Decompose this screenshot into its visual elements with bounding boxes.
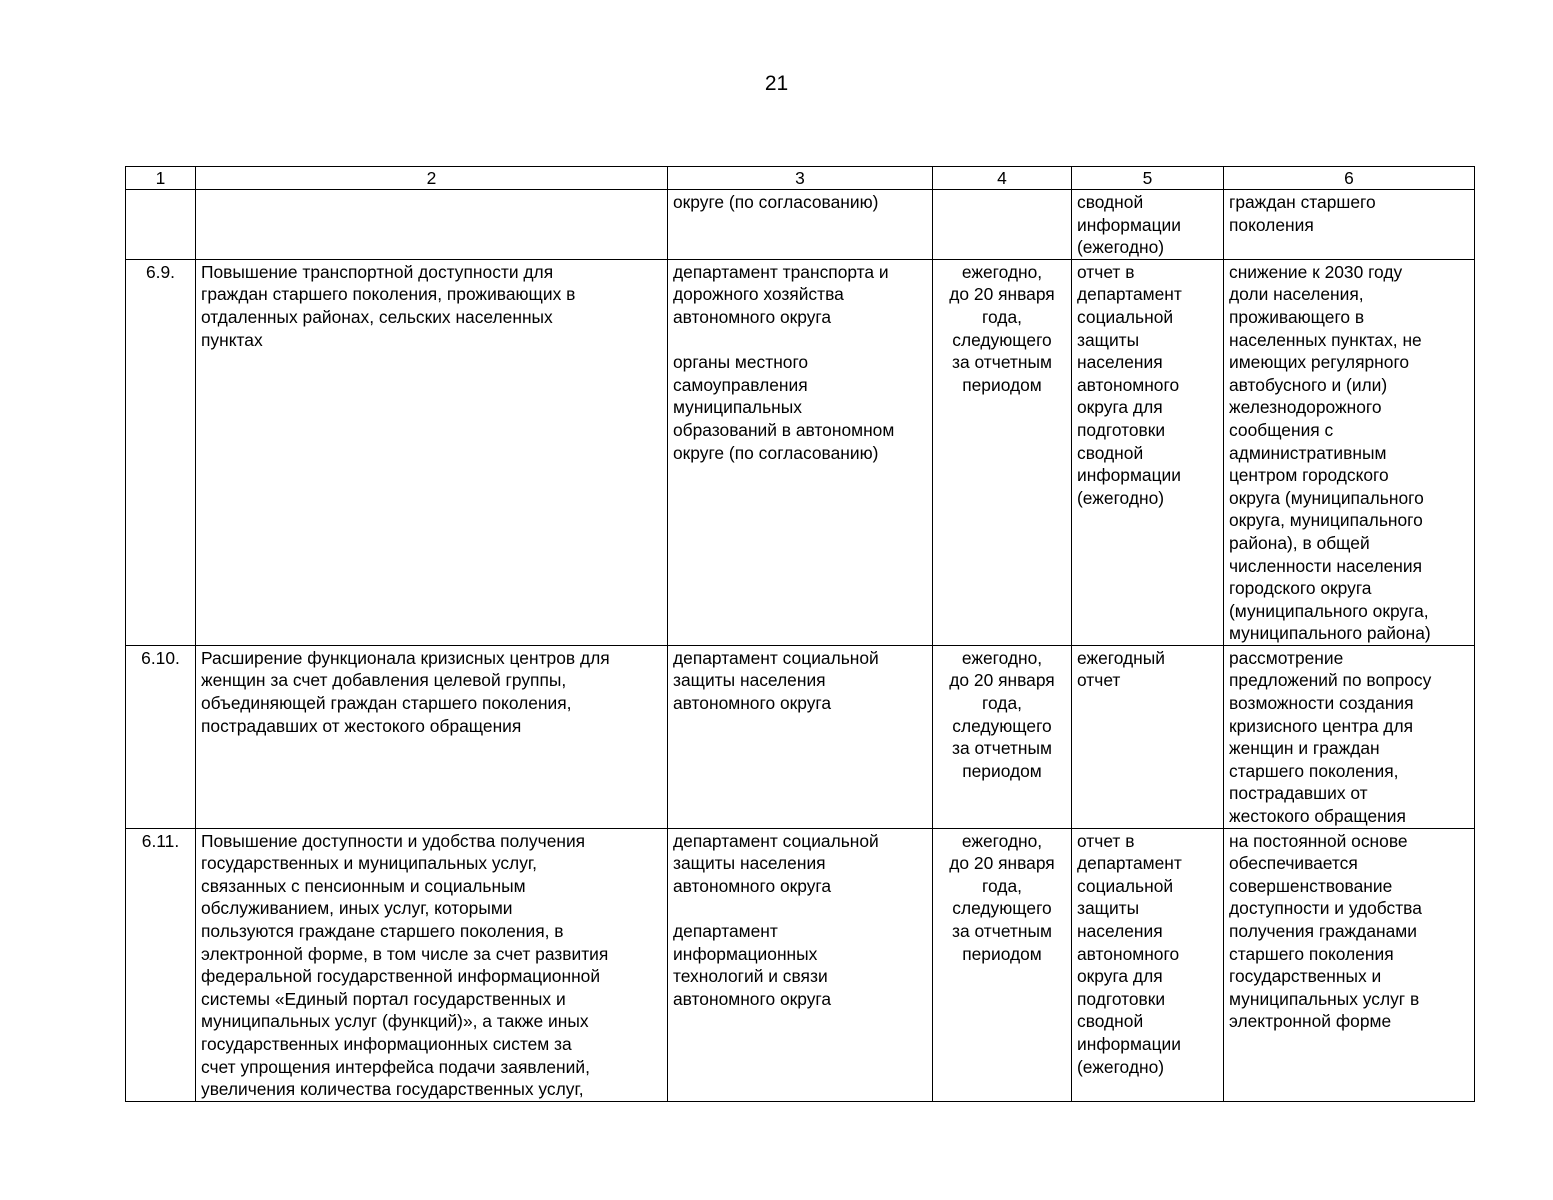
table-row <box>126 828 1475 1101</box>
executors-cell: департамент социальной защиты населения автономного округа <box>668 645 933 828</box>
report-form-cell: отчет в департамент социальной защиты населения автономного округа для подготовки сводной информации (ежегодно) <box>1072 828 1224 1101</box>
result-cell: на постоянной основе обеспечивается совершенствование доступности и удобства получения гражданами старшего поколения государственных и муниципальных услуг в электронной форме <box>1224 828 1475 1101</box>
period-cell: ежегодно, до 20 января года, следующего за отчетным периодом <box>933 259 1072 645</box>
result-cell: граждан старшего поколения <box>1224 190 1475 260</box>
column-header-6: 6 <box>1224 167 1475 190</box>
result-cell: рассмотрение предложений по вопросу возможности создания кризисного центра для женщин и граждан старшего поколения, пострадавших от жестокого обращения <box>1224 645 1475 828</box>
page-number: 21 <box>764 72 789 95</box>
row-number <box>126 190 196 260</box>
column-header-4: 4 <box>933 167 1072 190</box>
table-row <box>126 259 1475 645</box>
activity-cell <box>196 190 668 260</box>
report-form-cell: ежегодный отчет <box>1072 645 1224 828</box>
executors-cell: департамент транспорта и дорожного хозяйства автономного округа органы местного самоуправления муниципальных образований в автономном округе (по согласованию) <box>668 259 933 645</box>
result-cell: снижение к 2030 году доли населения, проживающего в населенных пунктах, не имеющих регулярного автобусного и (или) железнодорожного сообщения с административным центром городского округа (муниципального округа, муниципального района), в общей численности населения городского округа (муниципального округа, муниципального района) <box>1224 259 1475 645</box>
activity-cell: Расширение функционала кризисных центров для женщин за счет добавления целевой группы, объединяющей граждан старшего поколения, пострадавших от жестокого обращения <box>196 645 668 828</box>
period-cell: ежегодно, до 20 января года, следующего за отчетным периодом <box>933 645 1072 828</box>
activity-cell: Повышение доступности и удобства получения государственных и муниципальных услуг, связанных с пенсионным и социальным обслуживанием, иных услуг, которыми пользуются граждане старшего поколения, в электронной форме, в том числе за счет развития федеральной государственной информационной системы «Единый портал государственных и муниципальных услуг (функций)», а также иных государственных информационных систем за счет упрощения интерфейса подачи заявлений, увеличения количества государственных услуг, <box>196 828 668 1101</box>
measures-table <box>125 166 1475 1102</box>
report-form-cell: отчет в департамент социальной защиты населения автономного округа для подготовки сводной информации (ежегодно) <box>1072 259 1224 645</box>
table-header-row <box>126 167 1475 190</box>
column-header-2: 2 <box>196 167 668 190</box>
executors-cell: округе (по согласованию) <box>668 190 933 260</box>
row-number: 6.11. <box>126 828 196 1101</box>
period-cell: ежегодно, до 20 января года, следующего за отчетным периодом <box>933 828 1072 1101</box>
column-header-1: 1 <box>126 167 196 190</box>
executors-cell: департамент социальной защиты населения автономного округа департамент информационных технологий и связи автономного округа <box>668 828 933 1101</box>
row-number: 6.10. <box>126 645 196 828</box>
table-row <box>126 645 1475 828</box>
period-cell <box>933 190 1072 260</box>
column-header-3: 3 <box>668 167 933 190</box>
report-form-cell: сводной информации (ежегодно) <box>1072 190 1224 260</box>
row-number: 6.9. <box>126 259 196 645</box>
column-header-5: 5 <box>1072 167 1224 190</box>
activity-cell: Повышение транспортной доступности для граждан старшего поколения, проживающих в отдаленных районах, сельских населенных пунктах <box>196 259 668 645</box>
table-row <box>126 190 1475 260</box>
